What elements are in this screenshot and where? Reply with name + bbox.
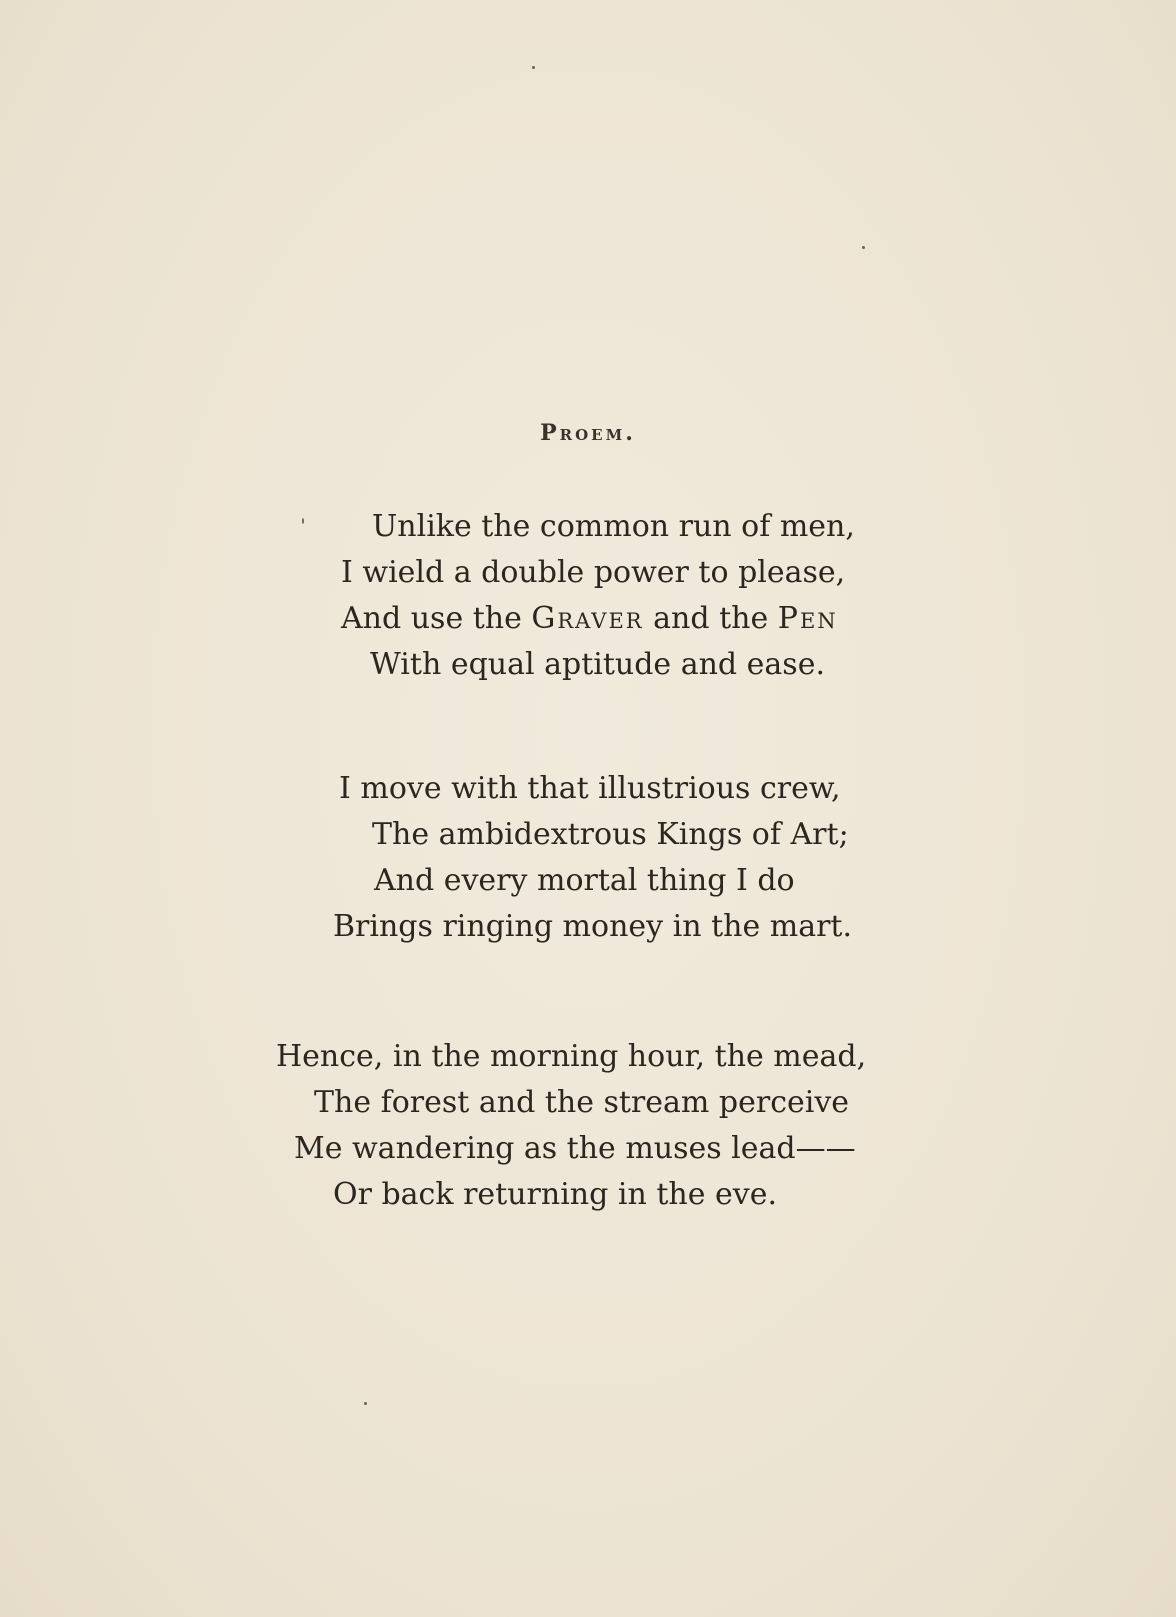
poem-line: I wield a double power to please, xyxy=(341,555,846,590)
poem-line: The forest and the stream perceive xyxy=(314,1085,850,1120)
poem-line: Brings ringing money in the mart. xyxy=(333,909,853,944)
poem-line: I move with that illustrious crew, xyxy=(339,771,841,806)
poem-line-part: and the xyxy=(643,601,778,636)
paper-speck xyxy=(364,1402,367,1405)
poem-line: Unlike the common run of men, xyxy=(372,509,855,544)
poem-line: Or back returning in the eve. xyxy=(333,1177,777,1212)
poem-line-smallcaps: Graver xyxy=(531,601,644,636)
poem-title: Proem. xyxy=(540,420,636,446)
poem-line: And every mortal thing I do xyxy=(374,863,795,898)
poem-line: With equal aptitude and ease. xyxy=(370,647,825,682)
poem-line: Hence, in the morning hour, the mead, xyxy=(276,1039,867,1074)
paper-speck xyxy=(862,246,865,249)
poem-line: The ambidextrous Kings of Art; xyxy=(372,817,849,852)
paper-speck xyxy=(532,66,535,69)
poem-line xyxy=(341,601,838,636)
poem-line-part: And use the xyxy=(341,601,532,636)
poem-line-smallcaps: Pen xyxy=(777,601,838,636)
poem-line: Me wandering as the muses lead—— xyxy=(294,1131,856,1166)
paper-speck xyxy=(302,518,304,524)
